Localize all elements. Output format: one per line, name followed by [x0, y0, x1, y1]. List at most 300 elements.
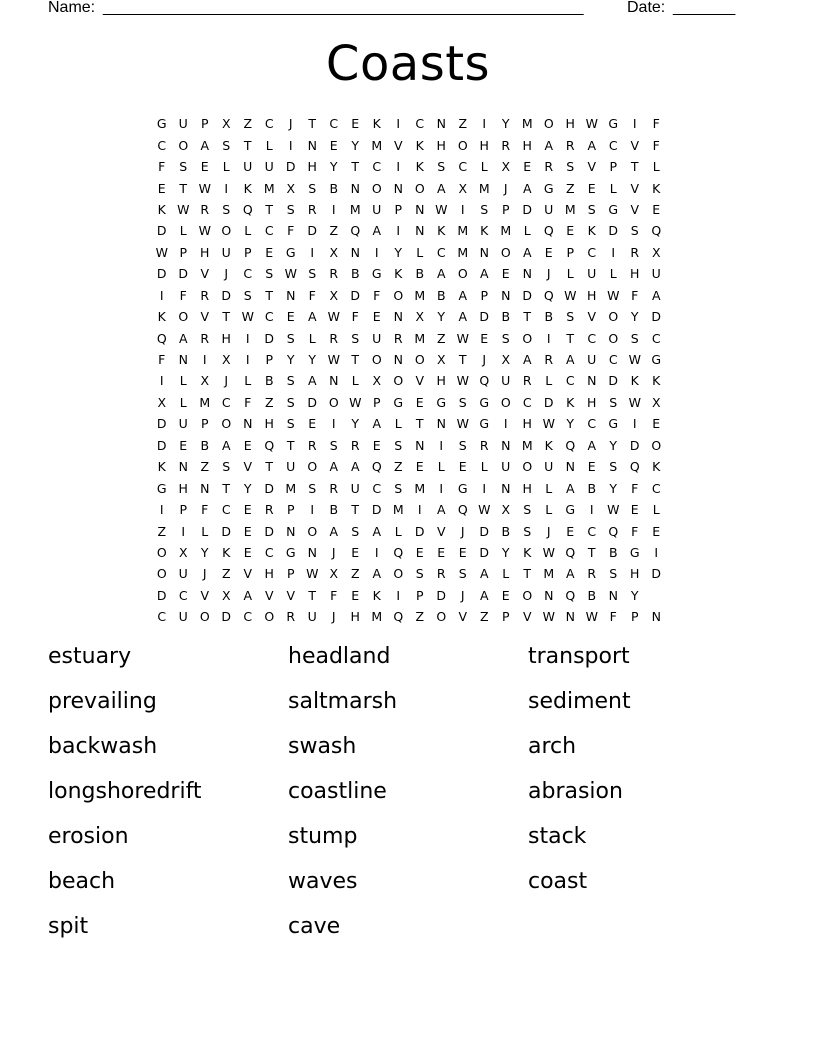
- grid-letter: I: [632, 416, 637, 432]
- grid-letter: G: [436, 394, 447, 410]
- grid-letter: L: [480, 459, 488, 475]
- grid-letter: J: [224, 373, 229, 389]
- grid-letter: R: [630, 244, 640, 260]
- grid-letter: J: [546, 266, 551, 282]
- grid-letter: N: [393, 180, 403, 196]
- grid-letter: V: [264, 587, 274, 603]
- grid-letter: E: [200, 159, 209, 175]
- grid-letter: P: [480, 287, 489, 303]
- grid-letter: H: [200, 244, 210, 260]
- grid-letter: F: [244, 394, 252, 410]
- grid-letter: J: [503, 180, 508, 196]
- grid-letter: K: [652, 459, 661, 475]
- grid-row: [151, 349, 667, 370]
- grid-letter: V: [436, 523, 446, 539]
- grid-letter: P: [265, 352, 274, 368]
- grid-letter: Q: [629, 459, 640, 475]
- grid-letter: N: [587, 373, 597, 389]
- grid-letter: K: [394, 266, 403, 282]
- grid-letter: N: [565, 459, 575, 475]
- grid-letter: A: [565, 566, 575, 582]
- grid-letter: Y: [286, 352, 295, 368]
- grid-letter: I: [202, 352, 207, 368]
- word-list-item: coast: [528, 869, 588, 894]
- grid-letter: S: [609, 394, 618, 410]
- grid-letter: A: [307, 309, 317, 325]
- grid-letter: I: [396, 587, 401, 603]
- grid-letter: Y: [329, 159, 338, 175]
- grid-letter: E: [372, 309, 381, 325]
- word-bank: [48, 639, 768, 954]
- grid-letter: X: [329, 244, 339, 260]
- grid-letter: D: [264, 480, 275, 496]
- grid-letter: D: [307, 394, 318, 410]
- grid-letter: W: [306, 566, 319, 582]
- grid-letter: E: [630, 502, 639, 518]
- grid-letter: V: [200, 266, 210, 282]
- grid-letter: L: [265, 137, 273, 153]
- grid-letter: Q: [350, 223, 361, 239]
- grid-letter: O: [457, 137, 468, 153]
- grid-letter: Q: [651, 223, 662, 239]
- grid-letter: O: [307, 523, 318, 539]
- grid-letter: D: [156, 223, 167, 239]
- grid-letter: N: [307, 544, 317, 560]
- grid-letter: E: [351, 116, 360, 132]
- grid-letter: R: [501, 137, 511, 153]
- grid-letter: A: [565, 480, 575, 496]
- grid-letter: O: [328, 394, 339, 410]
- grid-letter: C: [587, 523, 597, 539]
- grid-letter: N: [307, 137, 317, 153]
- grid-letter: Z: [157, 523, 167, 539]
- grid-letter: H: [436, 137, 446, 153]
- grid-letter: O: [156, 544, 167, 560]
- grid-letter: T: [308, 587, 317, 603]
- grid-letter: T: [523, 566, 532, 582]
- grid-letter: S: [480, 201, 489, 217]
- grid-letter: N: [393, 352, 403, 368]
- grid-letter: T: [523, 309, 532, 325]
- grid-letter: P: [179, 244, 188, 260]
- grid-letter: R: [200, 287, 210, 303]
- grid-letter: E: [415, 544, 424, 560]
- grid-letter: I: [654, 544, 659, 560]
- grid-letter: W: [456, 416, 469, 432]
- grid-letter: A: [372, 223, 382, 239]
- grid-letter: B: [329, 180, 339, 196]
- grid-letter: O: [414, 352, 425, 368]
- grid-letter: A: [587, 137, 597, 153]
- grid-letter: E: [458, 544, 467, 560]
- grid-letter: S: [501, 330, 510, 346]
- grid-letter: U: [544, 201, 554, 217]
- grid-letter: K: [480, 223, 489, 239]
- grid-letter: B: [587, 480, 597, 496]
- grid-letter: T: [630, 159, 639, 175]
- grid-letter: B: [436, 287, 446, 303]
- grid-letter: B: [350, 266, 360, 282]
- grid-letter: S: [523, 502, 532, 518]
- grid-letter: I: [611, 244, 616, 260]
- grid-letter: Z: [221, 566, 231, 582]
- grid-letter: O: [651, 437, 662, 453]
- grid-letter: F: [652, 116, 660, 132]
- name-blank-line: ______________________________________________________: [103, 0, 584, 16]
- grid-letter: L: [609, 180, 617, 196]
- worksheet-header: [48, 0, 768, 21]
- grid-letter: L: [394, 416, 402, 432]
- grid-letter: U: [372, 201, 382, 217]
- grid-letter: N: [501, 480, 511, 496]
- grid-letter: L: [416, 244, 424, 260]
- grid-letter: U: [544, 459, 554, 475]
- grid-letter: T: [222, 480, 231, 496]
- grid-letter: D: [651, 566, 662, 582]
- grid-letter: C: [178, 587, 188, 603]
- word-list-item: stack: [528, 824, 587, 849]
- grid-letter: R: [307, 437, 317, 453]
- grid-letter: W: [456, 373, 469, 389]
- grid-letter: V: [630, 201, 640, 217]
- grid-letter: M: [543, 566, 555, 582]
- grid-letter: G: [285, 544, 296, 560]
- grid-letter: N: [608, 587, 618, 603]
- grid-letter: M: [371, 609, 383, 625]
- grid-letter: K: [652, 373, 661, 389]
- grid-letter: X: [651, 394, 661, 410]
- grid-letter: U: [221, 244, 231, 260]
- grid-row: [151, 585, 667, 606]
- grid-letter: I: [439, 480, 444, 496]
- grid-letter: R: [350, 437, 360, 453]
- grid-letter: S: [308, 266, 317, 282]
- grid-letter: O: [457, 266, 468, 282]
- grid-letter: X: [221, 116, 231, 132]
- grid-letter: Y: [630, 309, 639, 325]
- grid-letter: P: [200, 416, 209, 432]
- grid-letter: A: [565, 352, 575, 368]
- grid-letter: L: [179, 394, 187, 410]
- grid-letter: E: [308, 416, 317, 432]
- grid-letter: C: [372, 480, 382, 496]
- grid-letter: L: [244, 223, 252, 239]
- grid-letter: M: [521, 437, 533, 453]
- grid-letter: N: [501, 287, 511, 303]
- grid-letter: C: [157, 137, 167, 153]
- grid-letter: Y: [609, 480, 618, 496]
- grid-letter: Z: [200, 459, 210, 475]
- grid-letter: I: [396, 223, 401, 239]
- grid-letter: O: [393, 566, 404, 582]
- grid-letter: R: [264, 502, 274, 518]
- word-list-item: stump: [288, 824, 358, 849]
- grid-letter: K: [415, 137, 424, 153]
- grid-letter: U: [587, 352, 597, 368]
- word-list-item: erosion: [48, 824, 129, 849]
- grid-letter: T: [265, 287, 274, 303]
- grid-letter: E: [501, 587, 510, 603]
- grid-letter: D: [221, 287, 232, 303]
- grid-letter: S: [286, 394, 295, 410]
- grid-letter: X: [415, 309, 425, 325]
- grid-letter: W: [155, 244, 168, 260]
- grid-letter: V: [415, 373, 425, 389]
- grid-letter: C: [565, 373, 575, 389]
- grid-letter: U: [501, 459, 511, 475]
- grid-letter: H: [587, 287, 597, 303]
- grid-letter: S: [437, 159, 446, 175]
- grid-letter: D: [156, 437, 167, 453]
- grid-letter: H: [436, 373, 446, 389]
- grid-letter: E: [243, 544, 252, 560]
- grid-letter: D: [479, 309, 490, 325]
- grid-letter: W: [542, 544, 555, 560]
- grid-letter: A: [329, 523, 339, 539]
- grid-letter: L: [502, 566, 510, 582]
- grid-letter: H: [522, 480, 532, 496]
- grid-letter: G: [371, 266, 382, 282]
- grid-letter: N: [544, 587, 554, 603]
- grid-letter: R: [329, 330, 339, 346]
- grid-letter: D: [156, 266, 167, 282]
- grid-letter: R: [587, 566, 597, 582]
- grid-letter: E: [458, 459, 467, 475]
- grid-row: [151, 370, 667, 391]
- grid-letter: S: [308, 480, 317, 496]
- grid-letter: H: [522, 416, 532, 432]
- grid-letter: S: [222, 459, 231, 475]
- grid-letter: M: [414, 480, 426, 496]
- grid-letter: F: [351, 309, 359, 325]
- grid-letter: O: [393, 373, 404, 389]
- grid-letter: B: [200, 437, 210, 453]
- grid-letter: L: [394, 523, 402, 539]
- grid-letter: N: [350, 244, 360, 260]
- word-list-item: sediment: [528, 689, 631, 714]
- grid-letter: K: [587, 223, 596, 239]
- grid-letter: A: [522, 352, 532, 368]
- grid-letter: S: [308, 180, 317, 196]
- grid-letter: W: [585, 609, 598, 625]
- grid-letter: Q: [565, 437, 576, 453]
- grid-letter: E: [265, 244, 274, 260]
- grid-letter: Q: [543, 287, 554, 303]
- grid-letter: U: [372, 330, 382, 346]
- grid-letter: F: [330, 587, 338, 603]
- grid-letter: R: [522, 373, 532, 389]
- grid-letter: X: [501, 502, 511, 518]
- grid-letter: D: [221, 523, 232, 539]
- grid-letter: K: [243, 180, 252, 196]
- word-list-item: spit: [48, 914, 89, 939]
- grid-letter: A: [243, 587, 253, 603]
- grid-letter: C: [372, 159, 382, 175]
- grid-letter: O: [178, 137, 189, 153]
- grid-letter: I: [159, 502, 164, 518]
- grid-letter: A: [651, 287, 661, 303]
- grid-letter: G: [543, 180, 554, 196]
- grid-row: [151, 306, 667, 327]
- grid-letter: Q: [156, 330, 167, 346]
- grid-letter: Y: [351, 137, 360, 153]
- grid-letter: H: [178, 480, 188, 496]
- grid-letter: N: [329, 373, 339, 389]
- grid-letter: M: [199, 394, 211, 410]
- grid-letter: K: [652, 180, 661, 196]
- grid-letter: Q: [457, 502, 468, 518]
- grid-letter: H: [264, 416, 274, 432]
- grid-letter: F: [287, 223, 295, 239]
- grid-letter: N: [178, 352, 188, 368]
- grid-letter: C: [243, 609, 253, 625]
- grid-letter: H: [630, 566, 640, 582]
- grid-row: [151, 242, 667, 263]
- grid-letter: Y: [243, 480, 252, 496]
- word-search-grid: [151, 113, 667, 628]
- grid-letter: F: [609, 609, 617, 625]
- grid-letter: W: [585, 116, 598, 132]
- grid-row: [151, 477, 667, 498]
- grid-letter: Y: [501, 116, 510, 132]
- grid-letter: D: [543, 394, 554, 410]
- grid-letter: S: [566, 159, 575, 175]
- grid-letter: I: [159, 373, 164, 389]
- grid-letter: X: [178, 544, 188, 560]
- grid-letter: W: [607, 287, 620, 303]
- grid-letter: I: [374, 244, 379, 260]
- grid-letter: O: [178, 309, 189, 325]
- grid-letter: R: [479, 437, 489, 453]
- grid-letter: E: [587, 180, 596, 196]
- grid-letter: K: [222, 544, 231, 560]
- grid-letter: C: [608, 352, 618, 368]
- grid-letter: T: [587, 544, 596, 560]
- grid-letter: N: [415, 223, 425, 239]
- grid-letter: C: [221, 502, 231, 518]
- grid-letter: W: [177, 201, 190, 217]
- grid-letter: I: [632, 116, 637, 132]
- grid-letter: T: [308, 116, 317, 132]
- grid-letter: A: [436, 502, 446, 518]
- grid-letter: U: [178, 566, 188, 582]
- grid-letter: L: [244, 373, 252, 389]
- grid-letter: S: [243, 287, 252, 303]
- grid-row: [151, 499, 667, 520]
- grid-letter: H: [587, 394, 597, 410]
- grid-letter: E: [566, 523, 575, 539]
- grid-letter: U: [651, 266, 661, 282]
- grid-letter: V: [200, 309, 210, 325]
- word-list-item: backwash: [48, 734, 158, 759]
- grid-letter: L: [523, 223, 531, 239]
- grid-letter: E: [587, 459, 596, 475]
- grid-letter: Q: [565, 587, 576, 603]
- grid-letter: I: [482, 116, 487, 132]
- grid-letter: T: [243, 137, 252, 153]
- grid-letter: E: [243, 523, 252, 539]
- grid-letter: A: [544, 137, 554, 153]
- grid-letter: V: [458, 609, 468, 625]
- grid-letter: P: [415, 587, 424, 603]
- grid-letter: M: [349, 201, 361, 217]
- grid-row: [151, 156, 667, 177]
- grid-letter: I: [396, 116, 401, 132]
- grid-letter: I: [396, 159, 401, 175]
- grid-letter: I: [546, 330, 551, 346]
- grid-letter: E: [243, 502, 252, 518]
- grid-letter: C: [587, 244, 597, 260]
- grid-letter: D: [178, 266, 189, 282]
- grid-letter: N: [286, 287, 296, 303]
- grid-letter: L: [308, 330, 316, 346]
- grid-letter: R: [329, 480, 339, 496]
- grid-letter: H: [264, 566, 274, 582]
- grid-letter: L: [652, 502, 660, 518]
- grid-row: [151, 199, 667, 220]
- grid-letter: H: [630, 266, 640, 282]
- grid-letter: Y: [351, 416, 360, 432]
- grid-letter: A: [479, 566, 489, 582]
- grid-letter: V: [243, 566, 253, 582]
- grid-letter: R: [200, 330, 210, 346]
- grid-letter: F: [373, 287, 381, 303]
- grid-letter: T: [265, 201, 274, 217]
- grid-letter: O: [522, 587, 533, 603]
- grid-letter: N: [501, 437, 511, 453]
- name-label: Name:: [48, 0, 96, 16]
- grid-letter: Q: [371, 459, 382, 475]
- grid-letter: O: [371, 352, 382, 368]
- grid-letter: A: [479, 587, 489, 603]
- grid-row: [151, 606, 667, 627]
- grid-letter: F: [158, 352, 166, 368]
- grid-letter: A: [436, 266, 446, 282]
- grid-letter: X: [157, 394, 167, 410]
- grid-letter: V: [630, 180, 640, 196]
- grid-letter: O: [264, 609, 275, 625]
- grid-letter: Q: [264, 437, 275, 453]
- grid-letter: L: [545, 480, 553, 496]
- grid-letter: D: [479, 523, 490, 539]
- grid-letter: P: [630, 609, 639, 625]
- grid-letter: N: [522, 266, 532, 282]
- grid-letter: X: [458, 180, 468, 196]
- grid-letter: E: [329, 137, 338, 153]
- grid-letter: P: [609, 159, 618, 175]
- grid-letter: M: [457, 244, 469, 260]
- grid-letter: M: [263, 180, 275, 196]
- grid-letter: C: [264, 309, 274, 325]
- grid-letter: O: [500, 394, 511, 410]
- grid-letter: Z: [243, 116, 253, 132]
- grid-row: [151, 177, 667, 198]
- grid-letter: N: [479, 244, 489, 260]
- grid-letter: E: [351, 587, 360, 603]
- grid-letter: K: [523, 544, 532, 560]
- grid-letter: S: [286, 201, 295, 217]
- grid-row: [151, 563, 667, 584]
- grid-letter: Y: [609, 437, 618, 453]
- grid-letter: I: [310, 502, 315, 518]
- grid-letter: C: [587, 416, 597, 432]
- grid-letter: U: [264, 159, 274, 175]
- grid-letter: X: [501, 159, 511, 175]
- grid-letter: C: [329, 116, 339, 132]
- grid-letter: V: [522, 609, 532, 625]
- grid-letter: L: [566, 266, 574, 282]
- grid-letter: C: [436, 244, 446, 260]
